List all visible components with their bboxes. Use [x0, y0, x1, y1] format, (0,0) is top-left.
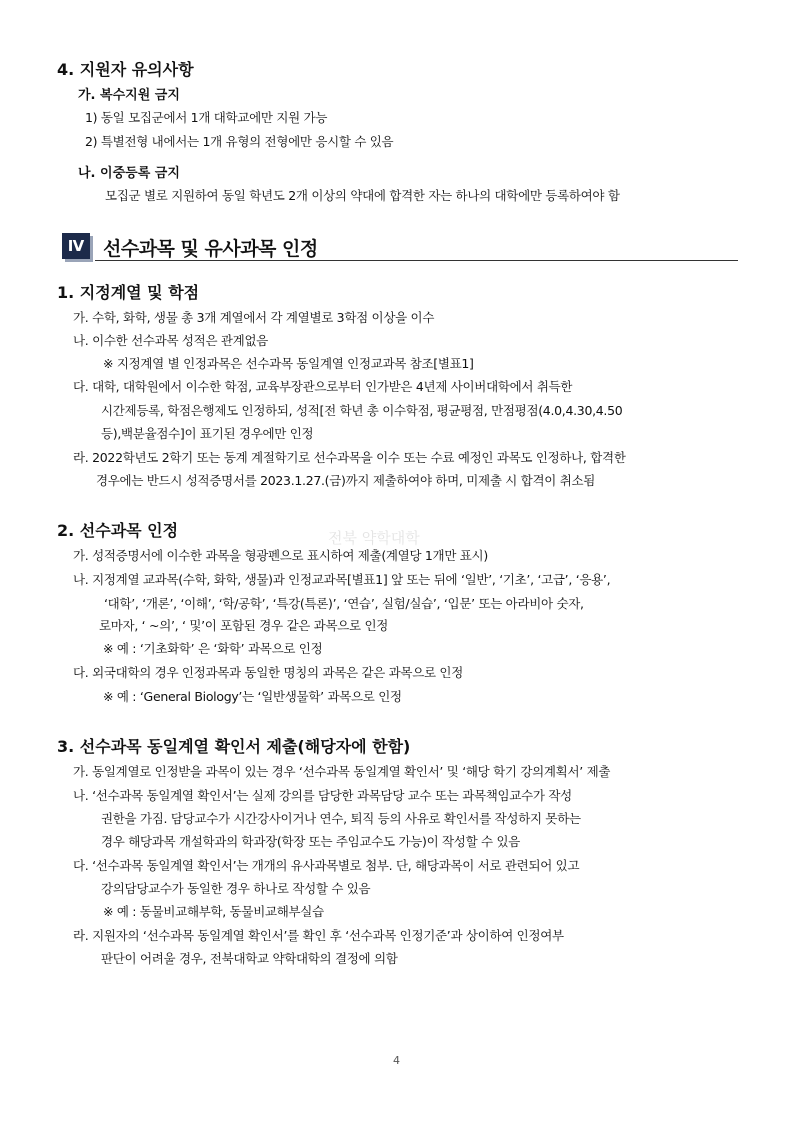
- text-line: 나. ‘선수과목 동일계열 확인서’는 실제 강의를 담당한 과목담당 교수 또는 과목책임교수가 작성: [73, 788, 572, 803]
- text-line: 시간제등록, 학점은행제도 인정하되, 성적[전 학년 총 이수학점, 평균평점, 만점평점(4.0,4.30,4.50: [101, 403, 623, 418]
- text-line: 다. ‘선수과목 동일계열 확인서’는 개개의 유사과목별로 첨부. 단, 해당과목이 서로 관련되어 있고: [73, 858, 580, 873]
- text-line: 가. 성적증명서에 이수한 과목을 형광펜으로 표시하여 제출(계열당 1개만 표시): [73, 548, 488, 563]
- text-line: 권한을 가짐. 담당교수가 시간강사이거나 연수, 퇴직 등의 사유로 확인서를 작성하지 못하는: [101, 811, 581, 826]
- text-line: 다. 외국대학의 경우 인정과목과 동일한 명칭의 과목은 같은 과목으로 인정: [73, 665, 463, 680]
- text-line: 경우 해당과목 개설학과의 학과장(학장 또는 주임교수도 가능)이 작성할 수 있음: [101, 834, 521, 849]
- text-line: 등),백분율점수]이 표기된 경우에만 인정: [101, 426, 314, 441]
- section-1-title: 1. 지정계열 및 학점: [57, 283, 200, 302]
- text-line: 가. 수학, 화학, 생물 총 3개 계열에서 각 계열별로 3학점 이상을 이수: [73, 310, 435, 325]
- text-line: 강의담당교수가 동일한 경우 하나로 작성할 수 있음: [101, 881, 371, 896]
- text-line: 판단이 어려울 경우, 전북대학교 약학대학의 결정에 의함: [101, 951, 398, 966]
- text-line: 나. 지정계열 교과목(수학, 화학, 생물)과 인정교과목[별표1] 앞 또는 뒤에 ‘일반’, ‘기초’, ‘고급’, ‘응용’,: [73, 572, 611, 587]
- text-line: 다. 대학, 대학원에서 이수한 학점, 교육부장관으로부터 인가받은 4년제 사이버대학에서 취득한: [73, 379, 573, 394]
- text-line: 라. 2022학년도 2학기 또는 동계 계절학기로 선수과목을 이수 또는 수료 예정인 과목도 인정하나, 합격한: [73, 450, 626, 465]
- subsection-b-title: 나. 이중등록 금지: [78, 166, 180, 181]
- chapter-divider: [95, 260, 738, 261]
- note-line: ※ 예 : ‘기초화학’ 은 ‘화학’ 과목으로 인정: [103, 641, 323, 656]
- watermark: 전북 약학대학: [328, 529, 420, 547]
- note-line: ※ 지정계열 별 인정과목은 선수과목 동일계열 인정교과목 참조[별표1]: [103, 356, 474, 371]
- note-line: ※ 예 : ‘General Biology’는 ‘일반생물학’ 과목으로 인정: [103, 689, 402, 704]
- section-2-title: 2. 선수과목 인정: [57, 521, 179, 540]
- section-3-title: 3. 선수과목 동일계열 확인서 제출(해당자에 한함): [57, 737, 411, 756]
- text-line: 가. 동일계열로 인정받을 과목이 있는 경우 ‘선수과목 동일계열 확인서’ 및 ‘해당 학기 강의계획서’ 제출: [73, 764, 611, 779]
- text-line: 1) 동일 모집군에서 1개 대학교에만 지원 가능: [85, 110, 328, 125]
- text-line: 모집군 별로 지원하여 동일 학년도 2개 이상의 약대에 합격한 자는 하나의 대학에만 등록하여야 함: [105, 188, 620, 203]
- text-line: ‘대학’, ‘개론’, ‘이해’, ‘학/공학’, ‘특강(특론)’, ‘연습’, 실험/실습’, ‘입문’ 또는 아라비아 숫자,: [104, 596, 584, 611]
- subsection-a-title: 가. 복수지원 금지: [78, 88, 180, 103]
- text-line: 2) 특별전형 내에서는 1개 유형의 전형에만 응시할 수 있음: [85, 134, 394, 149]
- chapter-number-badge: Ⅳ: [62, 233, 90, 259]
- chapter-title: 선수과목 및 유사과목 인정: [103, 238, 318, 260]
- text-line: 경우에는 반드시 성적증명서를 2023.1.27.(금)까지 제출하여야 하며, 미제출 시 합격이 취소됨: [96, 473, 596, 488]
- text-line: 나. 이수한 선수과목 성적은 관계없음: [73, 333, 268, 348]
- text-line: 라. 지원자의 ‘선수과목 동일계열 확인서’를 확인 후 ‘선수과목 인정기준’과 상이하여 인정여부: [73, 928, 564, 943]
- section-4-title: 4. 지원자 유의사항: [57, 60, 194, 79]
- note-line: ※ 예 : 동물비교해부학, 동물비교해부실습: [103, 904, 324, 919]
- text-line: 로마자, ‘ ~의’, ‘ 및’이 포함된 경우 같은 과목으로 인정: [99, 618, 389, 633]
- page-number: 4: [393, 1054, 400, 1067]
